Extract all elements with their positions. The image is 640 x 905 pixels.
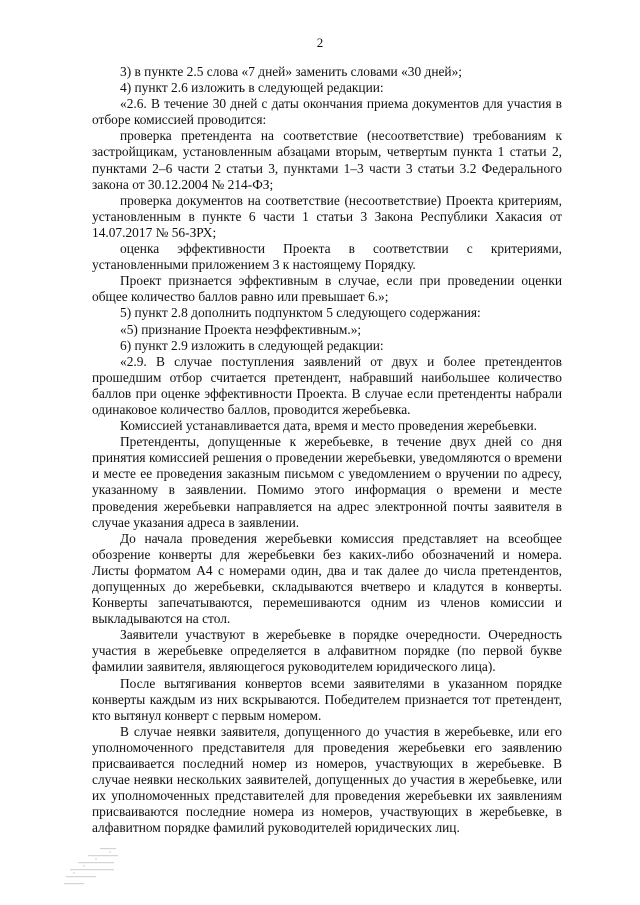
paragraph-check-documents: проверка документов на соответствие (несоответствие) Проекта критериям, установленным в пункте 6 части 1 статьи 3 Закона Республики Хакасия от 14.07.2017 № 56-ЗРХ; <box>92 192 562 240</box>
faint-stamp-mark <box>60 842 150 892</box>
paragraph-item-6: 6) пункт 2.9 изложить в следующей редакции: <box>120 337 384 353</box>
paragraph-item-3: 3) в пункте 2.5 слова «7 дней» заменить словами «30 дней»; <box>120 64 463 79</box>
paragraph-2-9-intro: «2.9. В случае поступления заявлений от двух и более претендентов прошедшим отбор считается претендент, набравший наибольшее количество баллов при оценке эффективности Проекта. В случае если претенденты набрали одинаковое количество баллов, проводится жеребьевка. <box>92 353 562 417</box>
paragraph-order-of-participation: Заявители участвуют в жеребьевке в порядке очередности. Очередность участия в жеребьевке определяется в алфавитном порядке (по первой букве фамилии заявителя, являющегося руководителем юридического лица). <box>92 627 562 675</box>
paragraph-check-developer: проверка претендента на соответствие (несоответствие) требованиям к застройщикам, установленным абзацами вторым, четвертым пункта 1 статьи 2, пунктами 2–6 части 2 статьи 3, пунктами 1–3 части 3 статьи 3.2 Федерального закона от 30.12.2004 № 214-ФЗ; <box>92 128 562 192</box>
page-number: 2 <box>316 35 324 50</box>
paragraph-commission-sets-date: Комиссией устанавливается дата, время и место проведения жеребьевки. <box>120 418 538 434</box>
paragraph-item-5: 5) пункт 2.8 дополнить подпунктом 5 следующего содержания: <box>120 305 481 321</box>
paragraph-project-effective: Проект признается эффективным в случае, если при проведении оценки общее количество баллов равно или превышает 6.»; <box>92 273 562 305</box>
paragraph-efficiency-eval: оценка эффективности Проекта в соответствии с критериями, установленными приложением 3 к настоящему Порядку. <box>92 241 562 273</box>
paragraph-applicants-notified: Претенденты, допущенные к жеребьевке, в течение двух дней со дня принятия комиссией решения о проведении жеребьевки, уведомляются о времени и месте ее проведения заказным письмом с уведомлением о вручении по адресу, указанному в заявлении. Помимо этого информация о времени и месте проведения жеребьевки направляется на адрес электронной почты заявителя в случае указания адреса в заявлении. <box>92 434 562 530</box>
paragraph-envelopes: До начала проведения жеребьевки комиссия представляет на всеобщее обозрение конверты для жеребьевки без каких-либо обозначений и номера. Листы форматом А4 с номерами один, два и так далее до числа претендентов, допущенных до жеребьевки, складываются вчетверо и кладутся в конверты. Конверты запечатываются, перемешиваются одним из членов комиссии и выкладываются на стол. <box>92 530 562 627</box>
paragraph-item-4: 4) пункт 2.6 изложить в следующей редакции: <box>120 80 384 96</box>
paragraph-2-6-intro: «2.6. В течение 30 дней с даты окончания приема документов для участия в отборе комиссией проводится: <box>92 96 562 128</box>
paragraph-subitem-5: «5) признание Проекта неэффективным.»; <box>120 321 362 337</box>
paragraph-absence: В случае неявки заявителя, допущенного до участия в жеребьевке, или его уполномоченного представителя для проведения жеребьевки его заявлению присваивается последний номер из номеров, участвующих в жеребьевке. В случае неявки нескольких заявителей, допущенных до участия в жеребьевке, или их уполномоченных представителей для проведения жеребьевки их заявлениям присваиваются последние номера из номеров, участвующих в жеребьевке, в алфавитном порядке фамилий руководителей юридических лиц. <box>92 723 562 836</box>
document-body <box>92 64 562 837</box>
paragraph-winner: После вытягивания конвертов всеми заявителями в указанном порядке конверты каждым из них вскрываются. Победителем признается тот претендент, кто вытянул конверт с первым номером. <box>92 675 562 723</box>
